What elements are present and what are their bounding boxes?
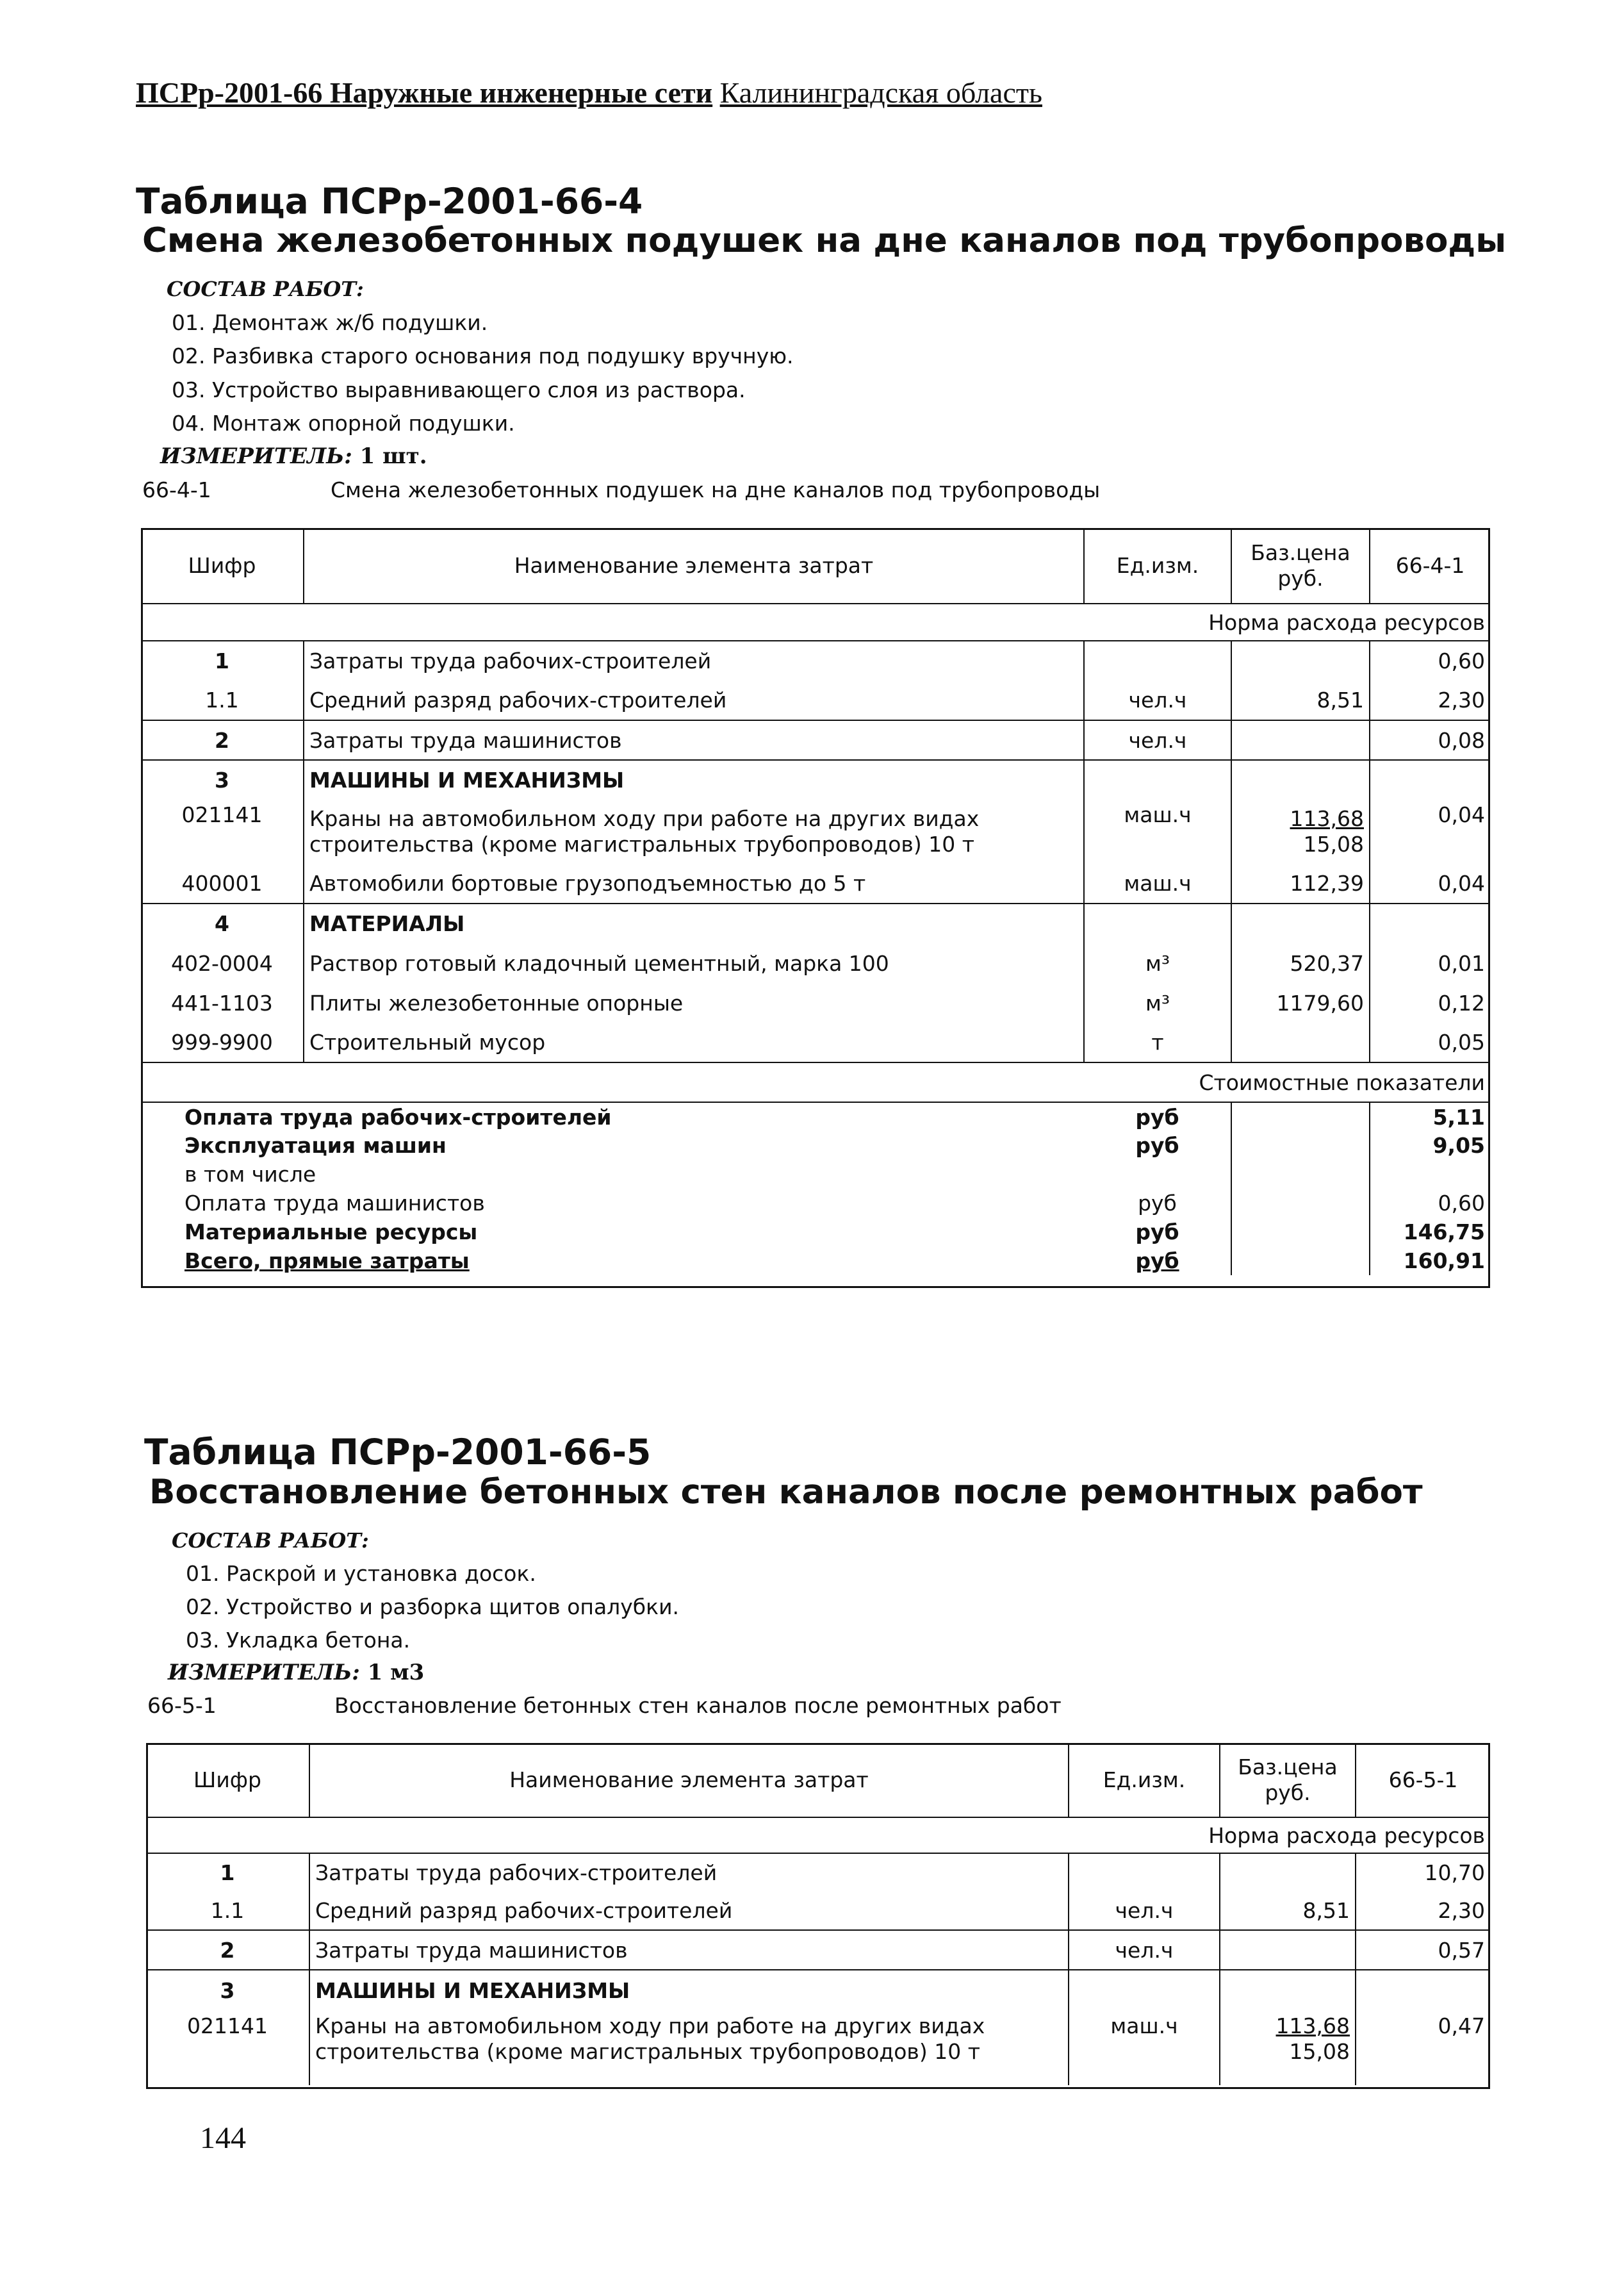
row-name: МАШИНЫ И МЕХАНИЗМЫ [304, 760, 1084, 800]
cost-row [141, 1131, 1490, 1160]
row-price [1220, 1930, 1356, 1970]
row-value: 0,08 [1370, 720, 1490, 760]
table5-norm-label: Норма расхода ресурсов [146, 1817, 1490, 1853]
cost-row [141, 1160, 1490, 1189]
table-row [141, 904, 1490, 943]
table5-head-name: Наименование элемента затрат [309, 1743, 1069, 1817]
table-row [146, 1853, 1490, 1892]
cost-name: Материальные ресурсы [185, 1219, 478, 1244]
row-code: 441-1103 [141, 983, 304, 1023]
row-price [1231, 800, 1370, 864]
cost-value: 146,75 [1403, 1219, 1485, 1244]
row-name: Затраты труда машинистов [309, 1930, 1069, 1970]
row-name-line-2: строительства (кроме магистральных трубопроводов) 10 т [315, 2039, 980, 2064]
table4-work-3: 03. Устройство выравнивающего слоя из раствора. [172, 377, 746, 402]
table5-work-2: 02. Устройство и разборка щитов опалубки. [186, 1594, 680, 1619]
row-name: Средний разряд рабочих-строителей [304, 681, 1084, 720]
table4-head-name: Наименование элемента затрат [304, 528, 1084, 604]
row-name: МАТЕРИАЛЫ [304, 904, 1084, 943]
table5-head-row [146, 1743, 1490, 1817]
table4-work-2: 02. Разбивка старого основания под подушку вручную. [172, 343, 794, 368]
cost-name: Всего, прямые затраты [185, 1248, 470, 1273]
table4-cost-row [141, 1062, 1490, 1102]
table4-head-price [1231, 528, 1370, 604]
table5-subtitle: Восстановление бетонных стен каналов после ремонтных работ [149, 1473, 1423, 1512]
row-price [1231, 720, 1370, 760]
table-row [141, 681, 1490, 720]
row-value: 0,01 [1438, 950, 1485, 976]
table5-measure [168, 1660, 424, 1685]
table-row [141, 983, 1490, 1023]
row-name-line-1: Краны на автомобильном ходу при работе на других видах [309, 806, 980, 831]
table5-head-price-2: руб. [1265, 1780, 1311, 1805]
table4-measure [160, 443, 427, 469]
table4-norm-label: Норма расхода ресурсов [141, 604, 1490, 641]
table4-cost-label: Стоимостные показатели [141, 1062, 1490, 1102]
table4-subtitle: Смена железобетонных подушек на дне каналов под трубопроводы [142, 221, 1507, 260]
cost-name: Эксплуатация машин [185, 1133, 447, 1158]
row-name: Затраты труда рабочих-строителей [309, 1853, 1069, 1892]
header-series: ПСРр-2001-66 Наружные инженерные сети [136, 76, 713, 109]
table-row [141, 720, 1490, 760]
row-price: 1179,60 [1231, 983, 1370, 1023]
row-value: 0,04 [1370, 864, 1490, 904]
cost-unit: руб [1084, 1246, 1231, 1275]
row-name: Средний разряд рабочих-строителей [309, 1892, 1069, 1930]
table5-code: 66-5-1 [147, 1693, 217, 1718]
table4-code-desc: Смена железобетонных подушек на дне каналов под трубопроводы [331, 477, 1101, 502]
table4-norm-row [141, 604, 1490, 641]
table5-head-price [1220, 1743, 1356, 1817]
table-row [146, 2011, 1490, 2085]
table-row [141, 943, 1490, 983]
cost-name: Оплата труда рабочих-строителей [185, 1104, 612, 1130]
cost-unit: руб [1084, 1218, 1231, 1246]
row-code: 4 [141, 904, 304, 943]
table5-work-3: 03. Укладка бетона. [186, 1628, 411, 1653]
row-value: 0,60 [1438, 648, 1485, 673]
row-code: 3 [141, 760, 304, 800]
row-code: 1 [141, 641, 304, 681]
cost-row [141, 1218, 1490, 1246]
table-row [141, 1023, 1490, 1062]
row-code: 1.1 [141, 681, 304, 720]
table5-head-price-1: Баз.цена [1238, 1754, 1338, 1780]
row-unit: чел.ч [1069, 1930, 1220, 1970]
row-value: 0,12 [1438, 990, 1485, 1016]
table4 [141, 528, 1490, 1275]
cost-unit: руб [1084, 1102, 1231, 1131]
row-code: 2 [146, 1930, 309, 1970]
row-name: Затраты труда машинистов [304, 720, 1084, 760]
row-unit: чел.ч [1069, 1892, 1220, 1930]
table5-measure-value: 1 м3 [367, 1660, 425, 1685]
row-price: 112,39 [1231, 864, 1370, 904]
cost-name: Оплата труда машинистов [185, 1191, 485, 1216]
row-unit [1084, 641, 1231, 681]
row-price [1231, 641, 1370, 681]
row-code: 021141 [141, 800, 304, 864]
row-unit: чел.ч [1084, 720, 1231, 760]
row-price [1231, 1023, 1370, 1062]
row-code: 1.1 [146, 1892, 309, 1930]
table-row [141, 760, 1490, 800]
row-name-line-1: Краны на автомобильном ходу при работе на других видах [315, 2013, 985, 2038]
row-price-line-2: 15,08 [1303, 832, 1364, 857]
row-name-line-2: строительства (кроме магистральных трубопроводов) 10 т [309, 832, 974, 857]
row-name: Автомобили бортовые грузоподъемностью до 5 т [304, 864, 1084, 904]
table5-norm-row [146, 1817, 1490, 1853]
cost-unit: руб [1084, 1131, 1231, 1160]
table5-code-desc: Восстановление бетонных стен каналов после ремонтных работ [334, 1693, 1062, 1718]
table4-work-4: 04. Монтаж опорной подушки. [172, 411, 515, 436]
row-price-line-1: 113,68 [1275, 2013, 1350, 2038]
table5 [146, 1743, 1490, 2085]
row-price-line-1: 113,68 [1290, 806, 1364, 831]
cost-value: 9,05 [1432, 1133, 1485, 1158]
row-price [1220, 2011, 1356, 2085]
row-code: 2 [141, 720, 304, 760]
row-unit: маш.ч [1069, 2011, 1220, 2085]
row-code: 400001 [141, 864, 304, 904]
row-price [1220, 1853, 1356, 1892]
table4-head-price-1: Баз.цена [1251, 540, 1350, 565]
row-code: 3 [146, 1970, 309, 2011]
table4-code: 66-4-1 [142, 477, 211, 502]
row-price: 520,37 [1231, 943, 1370, 983]
table5-head-code: Шифр [146, 1743, 309, 1817]
row-code: 021141 [146, 2011, 309, 2085]
cost-value: 5,11 [1432, 1104, 1485, 1130]
row-name: МАШИНЫ И МЕХАНИЗМЫ [309, 1970, 1069, 2011]
row-name: Строительный мусор [304, 1023, 1084, 1062]
row-code: 999-9900 [141, 1023, 304, 1062]
row-value: 0,05 [1438, 1030, 1485, 1055]
table5-measure-label: ИЗМЕРИТЕЛЬ: [168, 1660, 360, 1685]
row-name: Раствор готовый кладочный цементный, марка 100 [304, 943, 1084, 983]
cost-name: в том числе [185, 1162, 316, 1187]
table5-head-unit: Ед.изм. [1069, 1743, 1220, 1817]
row-name: Плиты железобетонные опорные [304, 983, 1084, 1023]
row-price: 8,51 [1220, 1892, 1356, 1930]
row-price: 8,51 [1231, 681, 1370, 720]
cost-unit: руб [1084, 1189, 1231, 1218]
table4-work-1: 01. Демонтаж ж/б подушки. [172, 310, 488, 335]
row-unit: маш.ч [1084, 864, 1231, 904]
table-row [141, 800, 1490, 864]
table5-works-label: СОСТАВ РАБОТ: [172, 1528, 369, 1553]
table4-head-code: Шифр [141, 528, 304, 604]
row-unit: маш.ч [1084, 800, 1231, 864]
page-number: 144 [200, 2121, 246, 2155]
cost-row [141, 1102, 1490, 1131]
table-row [141, 864, 1490, 904]
table4-measure-value: 1 шт. [359, 443, 427, 469]
row-code: 402-0004 [141, 943, 304, 983]
cost-value: 160,91 [1403, 1248, 1485, 1273]
row-value: 2,30 [1356, 1892, 1490, 1930]
row-value: 0,04 [1438, 802, 1485, 827]
table4-measure-label: ИЗМЕРИТЕЛЬ: [160, 443, 352, 469]
header-region: Калининградская область [719, 76, 1042, 109]
table4-head-price-2: руб. [1277, 565, 1324, 591]
table5-work-1: 01. Раскрой и установка досок. [186, 1561, 536, 1586]
row-name [304, 800, 1084, 864]
table4-head-unit: Ед.изм. [1084, 528, 1231, 604]
table4-head-row [141, 528, 1490, 604]
row-value: 10,70 [1424, 1860, 1485, 1885]
row-price-line-2: 15,08 [1289, 2039, 1350, 2064]
table-row [146, 1892, 1490, 1930]
row-value: 0,47 [1438, 2013, 1485, 2038]
cost-value: 0,60 [1438, 1191, 1485, 1216]
row-name [309, 2011, 1069, 2085]
table-row [146, 1970, 1490, 2011]
row-code: 1 [146, 1853, 309, 1892]
running-header [136, 76, 1042, 110]
cost-row [141, 1189, 1490, 1218]
row-unit: чел.ч [1084, 681, 1231, 720]
table4-works-label: СОСТАВ РАБОТ: [167, 277, 364, 301]
table5-title: Таблица ПСРр-2001-66-5 [144, 1432, 652, 1473]
row-value: 2,30 [1370, 681, 1490, 720]
row-value: 0,57 [1356, 1930, 1490, 1970]
table4-head-col: 66-4-1 [1395, 553, 1465, 578]
row-unit: т [1084, 1023, 1231, 1062]
table4-title: Таблица ПСРр-2001-66-4 [136, 181, 643, 222]
row-unit: м³ [1084, 983, 1231, 1023]
table5-head-col: 66-5-1 [1388, 1767, 1458, 1792]
row-unit [1069, 1853, 1220, 1892]
table-row [146, 1930, 1490, 1970]
row-unit: м³ [1084, 943, 1231, 983]
cost-row [141, 1246, 1490, 1275]
table-row [141, 641, 1490, 681]
row-name: Затраты труда рабочих-строителей [304, 641, 1084, 681]
